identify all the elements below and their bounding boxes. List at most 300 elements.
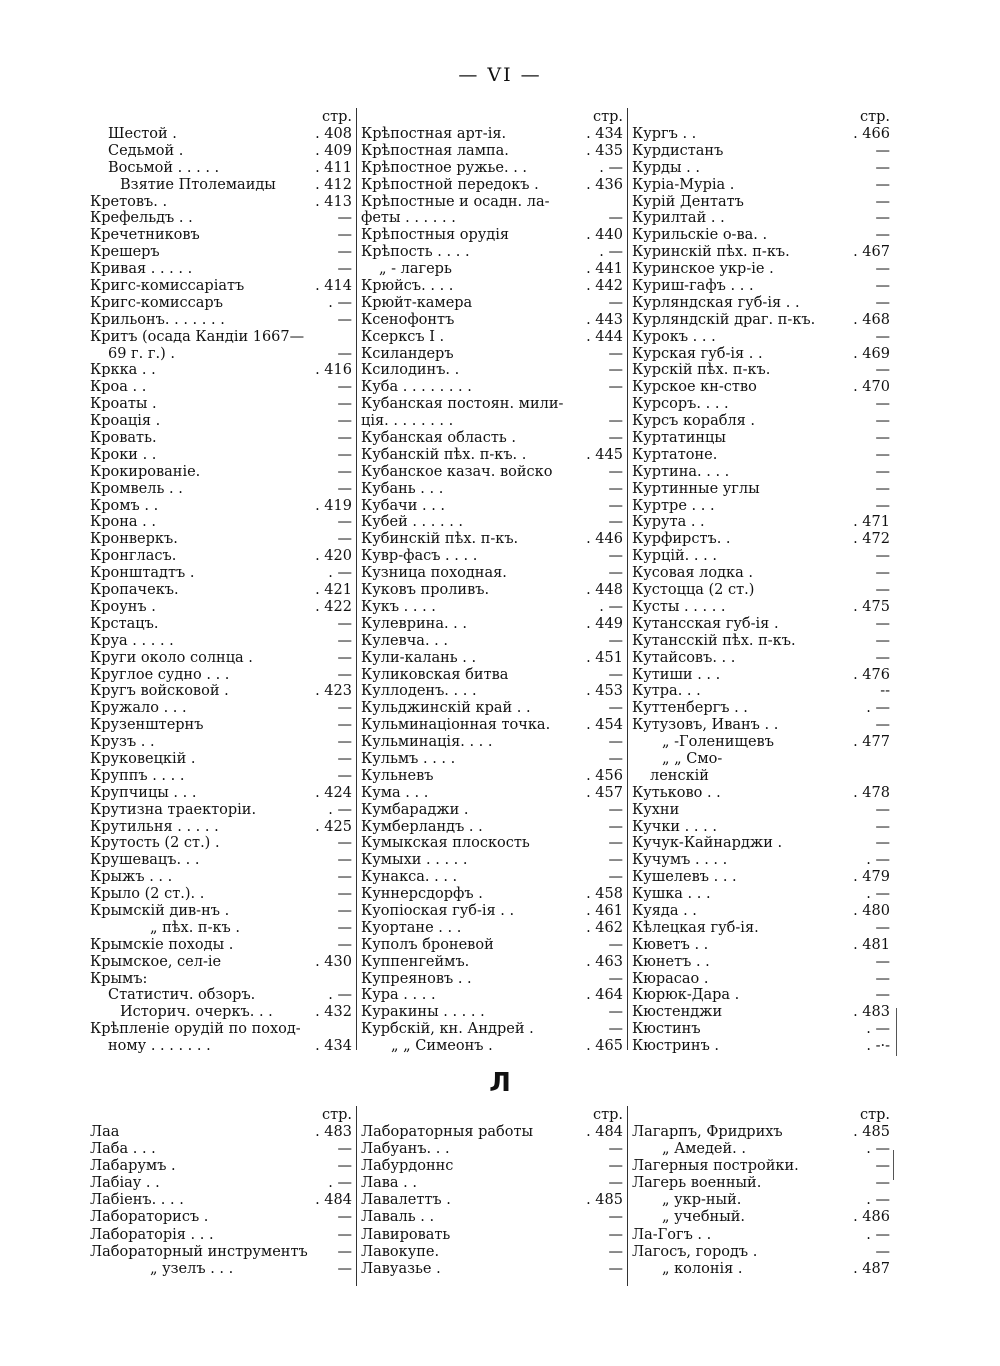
index-entry [361, 126, 623, 143]
entry-page: — [875, 480, 890, 497]
entry-page: . 480 [853, 902, 890, 919]
entry-page: — [608, 1209, 623, 1226]
entry-page: — [337, 531, 352, 548]
entry-page: — [337, 345, 352, 362]
entry-page: . 485 [586, 1192, 623, 1209]
entry-page: — [875, 396, 890, 413]
entry-term: Курдистанъ [632, 142, 724, 159]
index-entry [90, 650, 352, 667]
entry-term: Курляндская губ-ія . . [632, 294, 800, 311]
index-entry [361, 531, 623, 548]
index-entry [632, 548, 890, 565]
index-entry [90, 244, 352, 261]
index-entry [90, 616, 352, 633]
index-entry [361, 1004, 623, 1021]
entry-term: Кроа . . [90, 379, 147, 396]
entry-term: Куликовская битва [361, 666, 509, 683]
index-entry [632, 1175, 890, 1192]
entry-term: Лава . . [361, 1175, 417, 1192]
entry-term: Кули-калань . . [361, 649, 477, 666]
entry-term: Кувр-фасъ . . . . [361, 548, 478, 565]
entry-term: Кубань . . . [361, 480, 444, 497]
entry-page: — [875, 413, 890, 430]
entry-term: Кубанская область . [361, 430, 516, 447]
entry-term: Куба . . . . . . . . [361, 379, 472, 396]
index-entry [90, 633, 352, 650]
entry-page: . — [328, 1175, 352, 1192]
entry-term: Кромвель . . [90, 480, 183, 497]
entry-page: — [337, 379, 352, 396]
index-entry [361, 819, 623, 836]
entry-term: Кѣлецкая губ-ія. [632, 919, 759, 936]
entry-term: Шестой . [108, 126, 177, 142]
entry-term: Кюрасао . [632, 970, 709, 987]
entry-term: „ узелъ . . . [150, 1260, 234, 1277]
index-entry [90, 987, 352, 1004]
entry-term: Кухни [632, 801, 680, 818]
entry-page: . 463 [586, 953, 623, 970]
index-entry [632, 227, 890, 244]
page-column-header: стр. [592, 109, 623, 125]
entry-page: — [608, 548, 623, 565]
entry-term: Кровать. [90, 430, 157, 447]
entry-term: Кулевча. . . [361, 632, 448, 649]
index-entry [90, 683, 352, 700]
index-entry [361, 1192, 623, 1209]
entry-page: — [608, 1226, 623, 1243]
index-entry [361, 1124, 623, 1141]
entry-term: „ Амедей. . [662, 1141, 746, 1158]
index-entry [361, 447, 623, 464]
index-entry [90, 430, 352, 447]
entry-term: Кучумъ . . . . [632, 852, 728, 869]
entry-term: Кюстинъ [632, 1021, 701, 1038]
entry-term: „ укр-ный. [662, 1192, 742, 1209]
index-entry [361, 413, 623, 430]
entry-term: Куннерсдорфъ . [361, 886, 483, 903]
index-entry [361, 1244, 623, 1261]
entry-page: . 484 [586, 1124, 623, 1140]
entry-term: Курское кн-ство [632, 379, 757, 396]
entry-term: Курская губ-ія . . [632, 345, 763, 362]
index-entry [632, 329, 890, 346]
entry-page: — [337, 666, 352, 683]
index-entry [361, 987, 623, 1004]
index-entry [90, 227, 352, 244]
entry-page: — [875, 278, 890, 295]
index-entry [90, 835, 352, 852]
entry-term: Кусовая лодка . [632, 565, 753, 582]
index-entry [361, 481, 623, 498]
entry-term: „ колонія . [662, 1260, 743, 1277]
index-entry [632, 835, 890, 852]
index-entry [632, 582, 890, 599]
entry-term: Кубанское казач. войско [361, 463, 553, 480]
index-entry [632, 886, 890, 903]
entry-page: . — [599, 159, 623, 176]
entry-page: — [608, 835, 623, 852]
index-entry [90, 210, 352, 227]
index-entry [632, 734, 890, 751]
entry-term: Куртина. . . . [632, 463, 730, 480]
entry-term: Кутра. . . [632, 683, 701, 700]
entry-term: Крутость (2 ст.) . [90, 835, 220, 852]
index-column [90, 108, 352, 1055]
entry-page: — [875, 801, 890, 818]
entry-page: — [875, 294, 890, 311]
index-entry [632, 937, 890, 954]
index-entry [632, 869, 890, 886]
index-entry [632, 430, 890, 447]
index-entry [90, 1004, 352, 1021]
entry-term: Лабарумъ . [90, 1158, 176, 1175]
index-entry [361, 835, 623, 852]
index-entry [632, 126, 890, 143]
entry-term: Лабіенъ. . . . [90, 1192, 184, 1209]
index-entry [361, 565, 623, 582]
entry-term: Куортане . . . [361, 919, 462, 936]
entry-term: Курсъ корабля . [632, 413, 756, 430]
index-entry [632, 498, 890, 515]
index-entry [90, 1124, 352, 1141]
index-entry [361, 852, 623, 869]
index-entry [361, 379, 623, 396]
index-entry [90, 599, 352, 616]
index-entry [632, 819, 890, 836]
entry-page: — [337, 852, 352, 869]
entry-term: Седьмой . [108, 142, 184, 159]
entry-term: Курилтай . . [632, 210, 725, 227]
index-entry [90, 1158, 352, 1175]
entry-term: Кумыхи . . . . . [361, 852, 468, 869]
entry-term: Крѣпость . . . . [361, 244, 470, 261]
entry-term: Лабораторисъ . [90, 1209, 209, 1226]
entry-page: . — [866, 1192, 890, 1209]
index-entry [361, 802, 623, 819]
index-entry [90, 954, 352, 971]
entry-term: „ -Голенищевъ [662, 734, 774, 751]
entry-page: . 456 [586, 767, 623, 784]
entry-term: Крюйт-камера [361, 294, 473, 311]
entry-term: Взятие Птолемаиды [120, 176, 276, 193]
index-entry [632, 1021, 890, 1038]
entry-page: — [608, 1004, 623, 1021]
entry-page: — [608, 936, 623, 953]
entry-term: Крымскіе походы . [90, 936, 234, 953]
entry-term: Кромъ . . [90, 497, 159, 514]
entry-page: . 413 [315, 193, 352, 210]
entry-term: 69 г. г.) . [108, 345, 175, 362]
entry-page: — [875, 649, 890, 666]
entry-page: — [608, 801, 623, 818]
index-entry [632, 464, 890, 481]
entry-page: . 477 [853, 734, 890, 751]
entry-page: . 484 [315, 1192, 352, 1209]
entry-term: Куттенбергъ . . [632, 700, 748, 717]
entry-page: — [875, 430, 890, 447]
entry-page: — [337, 649, 352, 666]
entry-page: . 458 [586, 886, 623, 903]
index-entry [90, 869, 352, 886]
index-entry [632, 987, 890, 1004]
index-entry [632, 1192, 890, 1209]
entry-term: Крѣпостные и осадн. ла- [361, 193, 550, 210]
index-entry [361, 464, 623, 481]
entry-term: Крефельдъ . . [90, 210, 193, 227]
index-entry [90, 667, 352, 684]
index-entry [632, 700, 890, 717]
entry-term: Кузница походная. [361, 565, 507, 582]
index-entry [361, 1021, 623, 1038]
entry-page: — [608, 666, 623, 683]
entry-page: . 432 [315, 1004, 352, 1021]
index-entry [90, 819, 352, 836]
entry-page: — [875, 1158, 890, 1175]
index-entry [361, 954, 623, 971]
entry-term: Лаа [90, 1124, 120, 1140]
index-entry [90, 514, 352, 531]
entry-page: . 479 [853, 869, 890, 886]
entry-term: Крузъ . . [90, 734, 155, 751]
index-entry [632, 278, 890, 295]
entry-page: — [337, 261, 352, 278]
entry-term: Крымъ: [90, 970, 148, 987]
index-entry [90, 751, 352, 768]
entry-page: . — [328, 294, 352, 311]
index-entry [361, 751, 623, 768]
entry-term: Крѣпостныя орудія [361, 227, 510, 244]
entry-term: Крѣпостной передокъ . [361, 176, 539, 193]
index-entry [361, 143, 623, 160]
entry-term: Лавуазье . [361, 1260, 441, 1277]
entry-page: — [337, 902, 352, 919]
entry-term: Кркка . . [90, 362, 156, 379]
index-entry [361, 346, 623, 363]
entry-page: . 424 [315, 784, 352, 801]
entry-page: — [875, 717, 890, 734]
entry-page: . 461 [586, 902, 623, 919]
entry-page: — [608, 1243, 623, 1260]
entry-term: Куполъ броневой [361, 936, 494, 953]
entry-page: — [608, 413, 623, 430]
entry-page: — [875, 176, 890, 193]
index-entry [90, 582, 352, 599]
entry-term: Кюстринъ . [632, 1038, 720, 1055]
index-entry [90, 531, 352, 548]
entry-page: — [608, 480, 623, 497]
entry-term: Кронгласъ. [90, 548, 177, 565]
index-entry [361, 1038, 623, 1055]
entry-term: Кутансская губ-ія . [632, 615, 779, 632]
entry-page: — [875, 142, 890, 159]
margin-line [896, 1008, 897, 1056]
entry-page: — [337, 734, 352, 751]
entry-term: Кроки . . [90, 446, 157, 463]
index-entry [90, 312, 352, 329]
index-entry [90, 548, 352, 565]
index-entry [632, 650, 890, 667]
entry-term: Лаваль . . [361, 1209, 435, 1226]
index-entry [632, 1141, 890, 1158]
index-entry [361, 599, 623, 616]
index-entry [361, 295, 623, 312]
entry-term: ному . . . . . . . [108, 1038, 211, 1055]
entry-term: Кутансскій пѣх. п-къ. [632, 632, 796, 649]
index-entry [632, 667, 890, 684]
entry-term: Кубинскій пѣх. п-къ. [361, 531, 519, 548]
index-entry [90, 346, 352, 363]
entry-page: — [875, 615, 890, 632]
index-entry [632, 143, 890, 160]
entry-term: феты . . . . . . [361, 210, 456, 227]
index-entry [632, 177, 890, 194]
index-entry [632, 531, 890, 548]
index-entry [632, 346, 890, 363]
index-entry [361, 210, 623, 227]
index-entry [90, 194, 352, 211]
index-entry [632, 565, 890, 582]
entry-term: Крушевацъ. . . [90, 852, 200, 869]
entry-term: Крокированіе. [90, 463, 201, 480]
entry-term: Куртре . . . [632, 497, 715, 514]
entry-term: Кубанскій пѣх. п-къ. . [361, 446, 527, 463]
entry-page: — [875, 261, 890, 278]
entry-term: Кюветъ . . [632, 936, 709, 953]
entry-page: . 454 [586, 717, 623, 734]
index-entry [90, 261, 352, 278]
index-column [632, 1106, 890, 1278]
entry-page: — [337, 717, 352, 734]
entry-page: — [337, 869, 352, 886]
index-entry [361, 683, 623, 700]
entry-term: Кушка . . . [632, 886, 711, 903]
index-entry [90, 1141, 352, 1158]
index-entry [632, 413, 890, 430]
entry-term: Крѣпостная лампа. [361, 142, 509, 159]
entry-page: — [875, 328, 890, 345]
entry-term: Кульминація. . . . [361, 734, 493, 751]
entry-page: — [337, 919, 352, 936]
entry-term: „ пѣх. п-къ . [150, 919, 240, 936]
index-entry [361, 498, 623, 515]
entry-page: — [337, 463, 352, 480]
entry-term: Кутайсовъ. . . [632, 649, 736, 666]
index-entry [361, 869, 623, 886]
entry-page: . 457 [586, 784, 623, 801]
index-entry [632, 1261, 890, 1278]
entry-page: . 451 [586, 649, 623, 666]
entry-term: Курфирстъ. . [632, 531, 731, 548]
entry-term: Ксерксъ I . [361, 328, 445, 345]
entry-term: Крѣпостная арт-ія. [361, 126, 507, 142]
entry-page: — [608, 632, 623, 649]
entry-page: . 441 [586, 261, 623, 278]
entry-page: . 434 [315, 1038, 352, 1055]
entry-term: „ „ Смо- [662, 750, 723, 767]
entry-page: — [337, 835, 352, 852]
entry-term: Куракины . . . . . [361, 1004, 485, 1021]
entry-term: Кригс-комиссаръ [90, 294, 223, 311]
entry-term: Лагарпъ, Фридрихъ [632, 1124, 783, 1140]
entry-page: — [608, 497, 623, 514]
entry-page: . 476 [853, 666, 890, 683]
entry-page: — [608, 210, 623, 227]
entry-page: — [337, 1260, 352, 1277]
column-divider [356, 1106, 357, 1286]
column-divider [356, 108, 357, 1050]
entry-page: — [608, 1260, 623, 1277]
entry-term: Лавировать [361, 1226, 451, 1243]
entry-page: — [875, 1243, 890, 1260]
entry-term: Статистич. обзоръ. [108, 987, 256, 1004]
entry-page: . 470 [853, 379, 890, 396]
index-entry [90, 396, 352, 413]
letter-heading: Л [489, 1068, 511, 1098]
entry-term: Кроація . [90, 413, 161, 430]
entry-term: Лагерныя постройки. [632, 1158, 799, 1175]
entry-page: — [337, 396, 352, 413]
entry-page: . 414 [315, 278, 352, 295]
index-entry [361, 903, 623, 920]
entry-page: — [875, 193, 890, 210]
entry-term: Круппъ . . . . [90, 767, 185, 784]
entry-term: Кусты . . . . . [632, 598, 726, 615]
entry-term: Крузенштернъ [90, 717, 204, 734]
index-entry [361, 244, 623, 261]
index-entry [632, 447, 890, 464]
index-entry [632, 785, 890, 802]
index-entry [632, 1209, 890, 1226]
index-entry [632, 852, 890, 869]
entry-term: Кропачекъ. [90, 582, 179, 599]
entry-term: Курляндскій драг. п-къ. [632, 311, 816, 328]
entry-term: Крешеръ [90, 244, 160, 261]
entry-page: . -·- [866, 1038, 890, 1055]
index-entry [361, 548, 623, 565]
entry-page: . — [866, 1226, 890, 1243]
index-entry [90, 498, 352, 515]
index-entry [361, 329, 623, 346]
entry-page: — [875, 987, 890, 1004]
index-entry [361, 227, 623, 244]
index-entry [632, 1124, 890, 1141]
entry-term: Кумбараджи . [361, 801, 469, 818]
index-entry [361, 633, 623, 650]
index-entry [632, 633, 890, 650]
entry-term: Крутизна траекторіи. [90, 801, 257, 818]
entry-page: . 411 [315, 159, 352, 176]
index-entry [632, 362, 890, 379]
entry-page: — [337, 514, 352, 531]
index-entry [632, 210, 890, 227]
entry-page: . 449 [586, 615, 623, 632]
entry-page: — [337, 750, 352, 767]
index-entry [90, 1227, 352, 1244]
entry-term: Кульневъ [361, 767, 434, 784]
entry-page: — [875, 582, 890, 599]
entry-term: Куковъ проливъ. [361, 582, 490, 599]
entry-page: — [608, 750, 623, 767]
entry-term: Восьмой . . . . . [108, 159, 220, 176]
entry-term: Кречетниковъ [90, 227, 200, 244]
entry-page: — [337, 1158, 352, 1175]
entry-page: — [875, 362, 890, 379]
entry-term: Куппенгеймъ. [361, 953, 470, 970]
entry-page: — [875, 565, 890, 582]
index-entry [632, 1227, 890, 1244]
entry-page: — [875, 919, 890, 936]
index-column [632, 108, 890, 1055]
